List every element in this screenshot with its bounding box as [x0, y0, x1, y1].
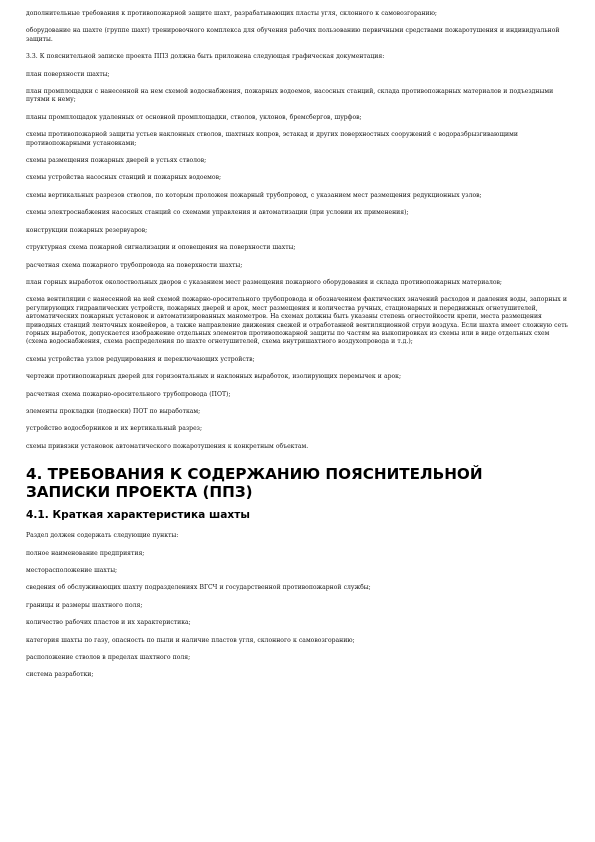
subsection-number: 4.1.: [26, 509, 49, 522]
paragraph: расчетная схема пожарно-оросительного трубопровода (ПОТ);: [26, 390, 231, 398]
paragraph: схемы электроснабжения насосных станций со схемами управления и автоматизации (при условии их применения);: [26, 209, 409, 217]
paragraph: схемы устройства насосных станций и пожарных водоемов;: [26, 174, 222, 182]
paragraph: структурная схема пожарной сигнализации и оповещения на поверхности шахты;: [26, 244, 296, 252]
paragraph: устройство водосборников и их вертикальный разрез;: [26, 425, 203, 433]
paragraph: расчетная схема пожарного трубопровода на поверхности шахты;: [26, 261, 243, 269]
paragraph: план горных выработок околоствольных дворов с указанием мест размещения пожарного оборудования и склада противопожарных материалов;: [26, 278, 502, 286]
paragraph: месторасположение шахты;: [26, 567, 118, 574]
paragraph: 3.3. К пояснительной записке проекта ППЗ должна быть приложена следующая графическая документация:: [26, 53, 385, 61]
paragraph: конструкции пожарных резервуаров;: [26, 226, 148, 234]
paragraph: система разработки;: [26, 671, 94, 679]
paragraph: границы и размеры шахтного поля;: [26, 601, 143, 609]
paragraph: Раздел должен содержать следующие пункты:: [26, 532, 179, 540]
subsection-heading: [26, 509, 569, 522]
paragraph: план поверхности шахты;: [26, 70, 110, 78]
section-number: 4.: [26, 465, 43, 484]
paragraph: схема вентиляции с нанесенной на ней схемой пожарно-оросительного трубопровода и обозначением фактических значений расходов и давления воды, запорных и регулирующих гидравлических устройств, пожарных дверей и арок, мест размещения и количества ручных, стационарных и передвижных огнетушителей, автоматических пожарных установок и автоматизированных манометров. На схемах должны быть указаны степень огнестойкости крепи, места размещения приводных станций ленточных конвейеров, а также направление движения свежей и отработанной вентиляционной струи воздуха. Если шахта имеет сложную сеть горных выработок, допускается изображение отдельных элементов противопожарной защиты по частям на выкопировках из схемы или в виде отдельных схем (схема водоснабжения, схема распределения по шахте огнетушителей, схема внутришахтного воздухопровода и т.д.);: [26, 296, 568, 346]
paragraph: схемы устройства узлов редуцирования и переключающих устройств;: [26, 355, 255, 363]
section-heading: [26, 465, 569, 501]
section-title: ТРЕБОВАНИЯ К СОДЕРЖАНИЮ ПОЯСНИТЕЛЬНОЙ ЗАПИСКИ ПРОЕКТА (ППЗ): [26, 465, 483, 502]
paragraph: категория шахты по газу, опасность по пыли и наличие пластов угля, склонного к самовозгоранию;: [26, 636, 355, 644]
paragraph: дополнительные требования к противопожарной защите шахт, разрабатывающих пласты угля, склонного к самовозгоранию;: [26, 10, 437, 17]
paragraph: схемы размещения пожарных дверей в устьях стволов;: [26, 157, 207, 165]
lower-list: [26, 532, 569, 680]
paragraph: сведения об обслуживающих шахту подразделениях ВГСЧ и государственной противопожарной службы;: [26, 584, 371, 592]
paragraph: полное наименование предприятия;: [26, 549, 145, 557]
paragraph: схемы противопожарной защиты устьев наклонных стволов, шахтных копров, эстакад и других поверхностных сооружений с водоразбрызгивающими противопожарными установками;: [26, 131, 518, 147]
paragraph: оборудование на шахте (группе шахт) тренировочного комплекса для обучения рабочих пользованию первичными средствами пожаротушения и индивидуальной защиты.: [26, 27, 560, 43]
upper-list: [26, 10, 569, 451]
paragraph: количество рабочих пластов и их характеристика;: [26, 619, 191, 627]
paragraph: план промплощадки с нанесенной на нем схемой водоснабжения, пожарных водоемов, насосных станций, склада противопожарных материалов и подъездными путями к нему;: [26, 88, 554, 104]
subsection-title: Краткая характеристика шахты: [52, 509, 250, 522]
paragraph: элементы прокладки (подвески) ПОТ по выработкам;: [26, 407, 201, 415]
paragraph: схемы вертикальных разрезов стволов, по которым проложен пожарный трубопровод, с указанием мест размещения редукционных узлов;: [26, 191, 482, 199]
paragraph: схемы привязки установок автоматического пожаротушения к конкретным объектам.: [26, 442, 309, 450]
paragraph: планы промплощадок удаленных от основной промплощадки, стволов, уклонов, бремсбергов, шурфов;: [26, 113, 362, 121]
paragraph: расположение стволов в пределах шахтного поля;: [26, 654, 191, 662]
paragraph: чертежи противопожарных дверей для горизонтальных и наклонных выработок, изолирующих перемычек и арок;: [26, 373, 402, 381]
